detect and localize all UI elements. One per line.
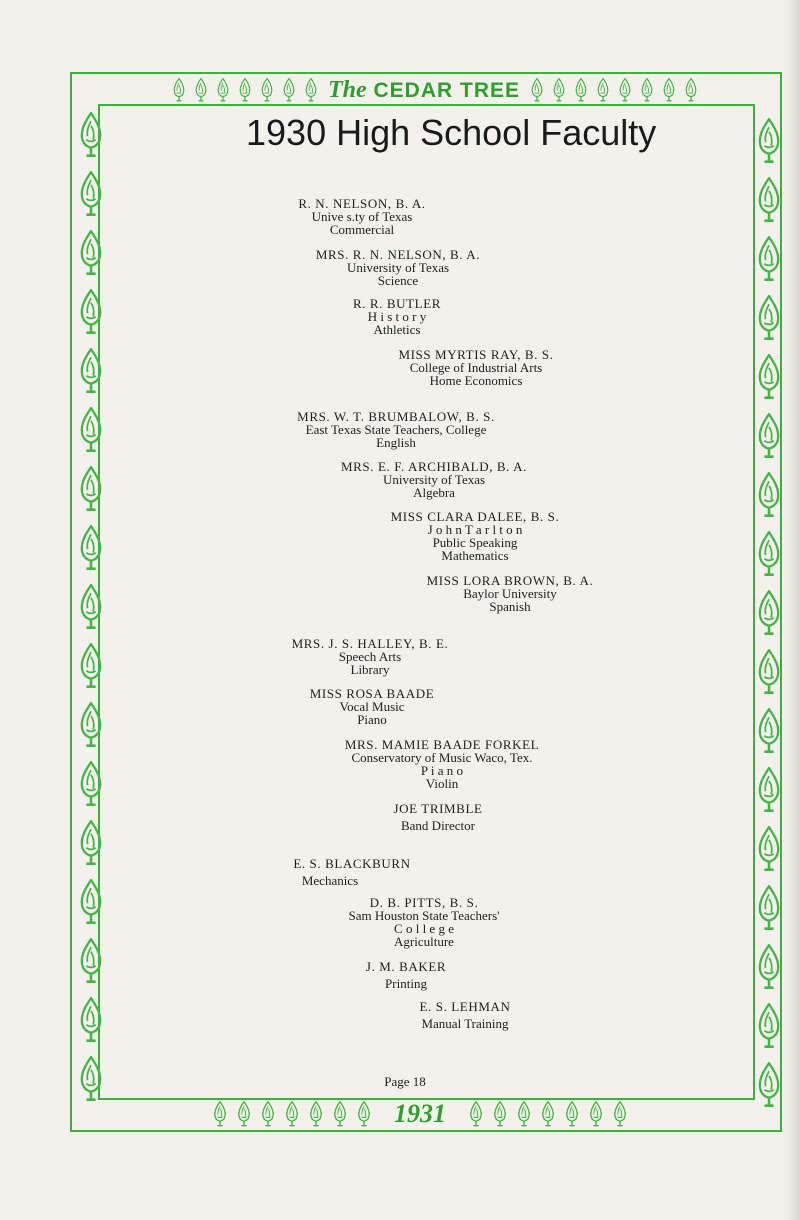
cedar-tree-icon [468,1101,484,1127]
cedar-tree-icon [79,879,103,925]
faculty-detail: University of Texas [346,260,450,275]
left-tree-border [78,112,104,1102]
cedar-tree-icon [757,354,781,400]
faculty-detail: Library [350,662,390,677]
faculty-entry [412,574,608,613]
faculty-detail: Manual Training [421,1016,509,1031]
cedar-tree-icon [79,171,103,217]
faculty-entry [322,738,562,790]
faculty-name: R. N. NELSON, B. A. [298,196,426,211]
cedar-tree-icon [596,78,610,102]
cedar-tree-icon [757,295,781,341]
faculty-detail: Spanish [489,599,531,614]
faculty-detail: Home Economics [429,373,523,388]
cedar-tree-icon [79,643,103,689]
cedar-tree-icon [757,118,781,164]
faculty-entry [378,800,498,834]
faculty-entry [378,348,574,387]
cedar-tree-icon [574,78,588,102]
footer-trees-left [212,1101,372,1127]
faculty-name: E. S. BLACKBURN [293,856,411,871]
header-trees-right [530,78,698,102]
yearbook-title [328,77,520,104]
faculty-detail: Piano [357,712,387,727]
cedar-tree-icon [216,78,230,102]
cedar-tree-icon [79,407,103,453]
faculty-detail: Conservatory of Music Waco, Tex. [351,750,533,765]
faculty-detail: P i a n o [420,763,464,778]
page-edge-shadow [786,0,800,1220]
cedar-tree-icon [757,767,781,813]
faculty-detail: English [376,435,416,450]
faculty-detail: Violin [425,776,459,791]
faculty-detail: J o h n T a r l t o n [427,522,523,537]
right-tree-border [756,118,782,1108]
cedar-tree-icon [79,820,103,866]
cedar-tree-icon [194,78,208,102]
cedar-tree-icon [757,236,781,282]
cedar-tree-icon [492,1101,508,1127]
faculty-name: MRS. MAMIE BAADE FORKEL [344,737,540,752]
faculty-detail: College of Industrial Arts [409,360,543,375]
footer-trees-right [468,1101,628,1127]
cedar-tree-icon [564,1101,580,1127]
faculty-detail: Unive s.ty of Texas [311,209,413,224]
faculty-detail: Commercial [329,222,395,237]
cedar-tree-icon [284,1101,300,1127]
page-number: Page 18 [384,1074,426,1089]
faculty-name: JOE TRIMBLE [393,801,483,816]
faculty-name: MRS. R. N. NELSON, B. A. [315,247,481,262]
faculty-detail: Baylor University [463,586,557,601]
cedar-tree-icon [79,938,103,984]
cedar-tree-icon [79,761,103,807]
cedar-tree-icon [79,1056,103,1102]
faculty-name: MRS. J. S. HALLEY, B. E. [291,636,449,651]
faculty-entry [370,510,580,562]
faculty-detail: Printing [385,976,427,991]
header-trees-left [172,78,318,102]
cedar-tree-icon [757,472,781,518]
cedar-tree-icon [304,78,318,102]
faculty-entry [294,687,450,726]
page-title: 1930 High School Faculty [246,112,657,153]
cedar-tree-icon [172,78,186,102]
faculty-name: MRS. W. T. BRUMBALOW, B. S. [297,409,495,424]
faculty-entry [272,637,468,676]
cedar-tree-icon [79,112,103,158]
cedar-tree-icon [640,78,654,102]
cedar-tree-icon [282,78,296,102]
cedar-tree-icon [79,348,103,394]
cedar-tree-icon [79,702,103,748]
faculty-detail: Band Director [400,818,475,833]
faculty-name: J. M. BAKER [365,959,447,974]
cedar-tree-icon [757,649,781,695]
cedar-tree-icon [757,944,781,990]
faculty-name: E. S. LEHMAN [419,999,511,1014]
faculty-entry [276,410,516,449]
faculty-entry [282,197,442,236]
faculty-detail: Vocal Music [339,699,405,714]
footer-year: 1931 [394,1099,446,1128]
cedar-tree-icon [684,78,698,102]
cedar-tree-icon [530,78,544,102]
cedar-tree-icon [757,413,781,459]
faculty-detail: East Texas State Teachers, College [305,422,487,437]
cedar-tree-icon [356,1101,372,1127]
faculty-entry [356,958,456,992]
faculty-detail: Athletics [373,322,421,337]
faculty-detail: Mathematics [441,548,509,563]
faculty-detail: University of Texas [382,472,486,487]
cedar-tree-icon [238,78,252,102]
cedar-tree-icon [757,1062,781,1108]
cedar-tree-icon [612,1101,628,1127]
faculty-detail: Mechanics [301,873,359,888]
faculty-detail: Speech Arts [338,649,402,664]
cedar-tree-icon [79,997,103,1043]
cedar-tree-icon [308,1101,324,1127]
faculty-name: D. B. PITTS, B. S. [369,895,479,910]
faculty-entry [402,998,528,1032]
faculty-entry [296,248,500,287]
faculty-entry [306,896,542,948]
cedar-tree-icon [236,1101,252,1127]
faculty-detail: C o l l e g e [394,921,454,936]
cedar-tree-icon [757,590,781,636]
cedar-tree-icon [79,289,103,335]
cedar-tree-icon [757,826,781,872]
faculty-name: MISS CLARA DALEE, B. S. [390,509,560,524]
cedar-tree-icon [757,885,781,931]
cedar-tree-icon [260,1101,276,1127]
faculty-name: MISS LORA BROWN, B. A. [426,573,594,588]
header-banner [110,76,760,104]
cedar-tree-icon [618,78,632,102]
faculty-name: MISS MYRTIS RAY, B. S. [398,347,554,362]
cedar-tree-icon [662,78,676,102]
faculty-detail: Science [377,273,419,288]
cedar-tree-icon [588,1101,604,1127]
faculty-entry [322,460,546,499]
faculty-entry [282,855,422,889]
cedar-tree-icon [516,1101,532,1127]
yearbook-title-name: CEDAR TREE [373,78,521,102]
faculty-detail: H i s t o r y [367,309,427,324]
faculty-name: MISS ROSA BAADE [309,686,435,701]
cedar-tree-icon [212,1101,228,1127]
cedar-tree-icon [79,230,103,276]
cedar-tree-icon [332,1101,348,1127]
cedar-tree-icon [79,525,103,571]
cedar-tree-icon [757,177,781,223]
faculty-detail: Agriculture [394,934,454,949]
cedar-tree-icon [79,466,103,512]
faculty-detail: Public Speaking [432,535,518,550]
cedar-tree-icon [79,584,103,630]
cedar-tree-icon [757,708,781,754]
cedar-tree-icon [540,1101,556,1127]
faculty-detail: Algebra [413,485,455,500]
yearbook-title-the: The [327,76,367,103]
footer-banner [100,1100,740,1128]
cedar-tree-icon [757,1003,781,1049]
faculty-detail: Sam Houston State Teachers' [348,908,500,923]
cedar-tree-icon [757,531,781,577]
cedar-tree-icon [552,78,566,102]
cedar-tree-icon [260,78,274,102]
faculty-name: MRS. E. F. ARCHIBALD, B. A. [341,459,527,474]
faculty-entry [340,297,454,336]
faculty-name: R. R. BUTLER [352,296,442,311]
